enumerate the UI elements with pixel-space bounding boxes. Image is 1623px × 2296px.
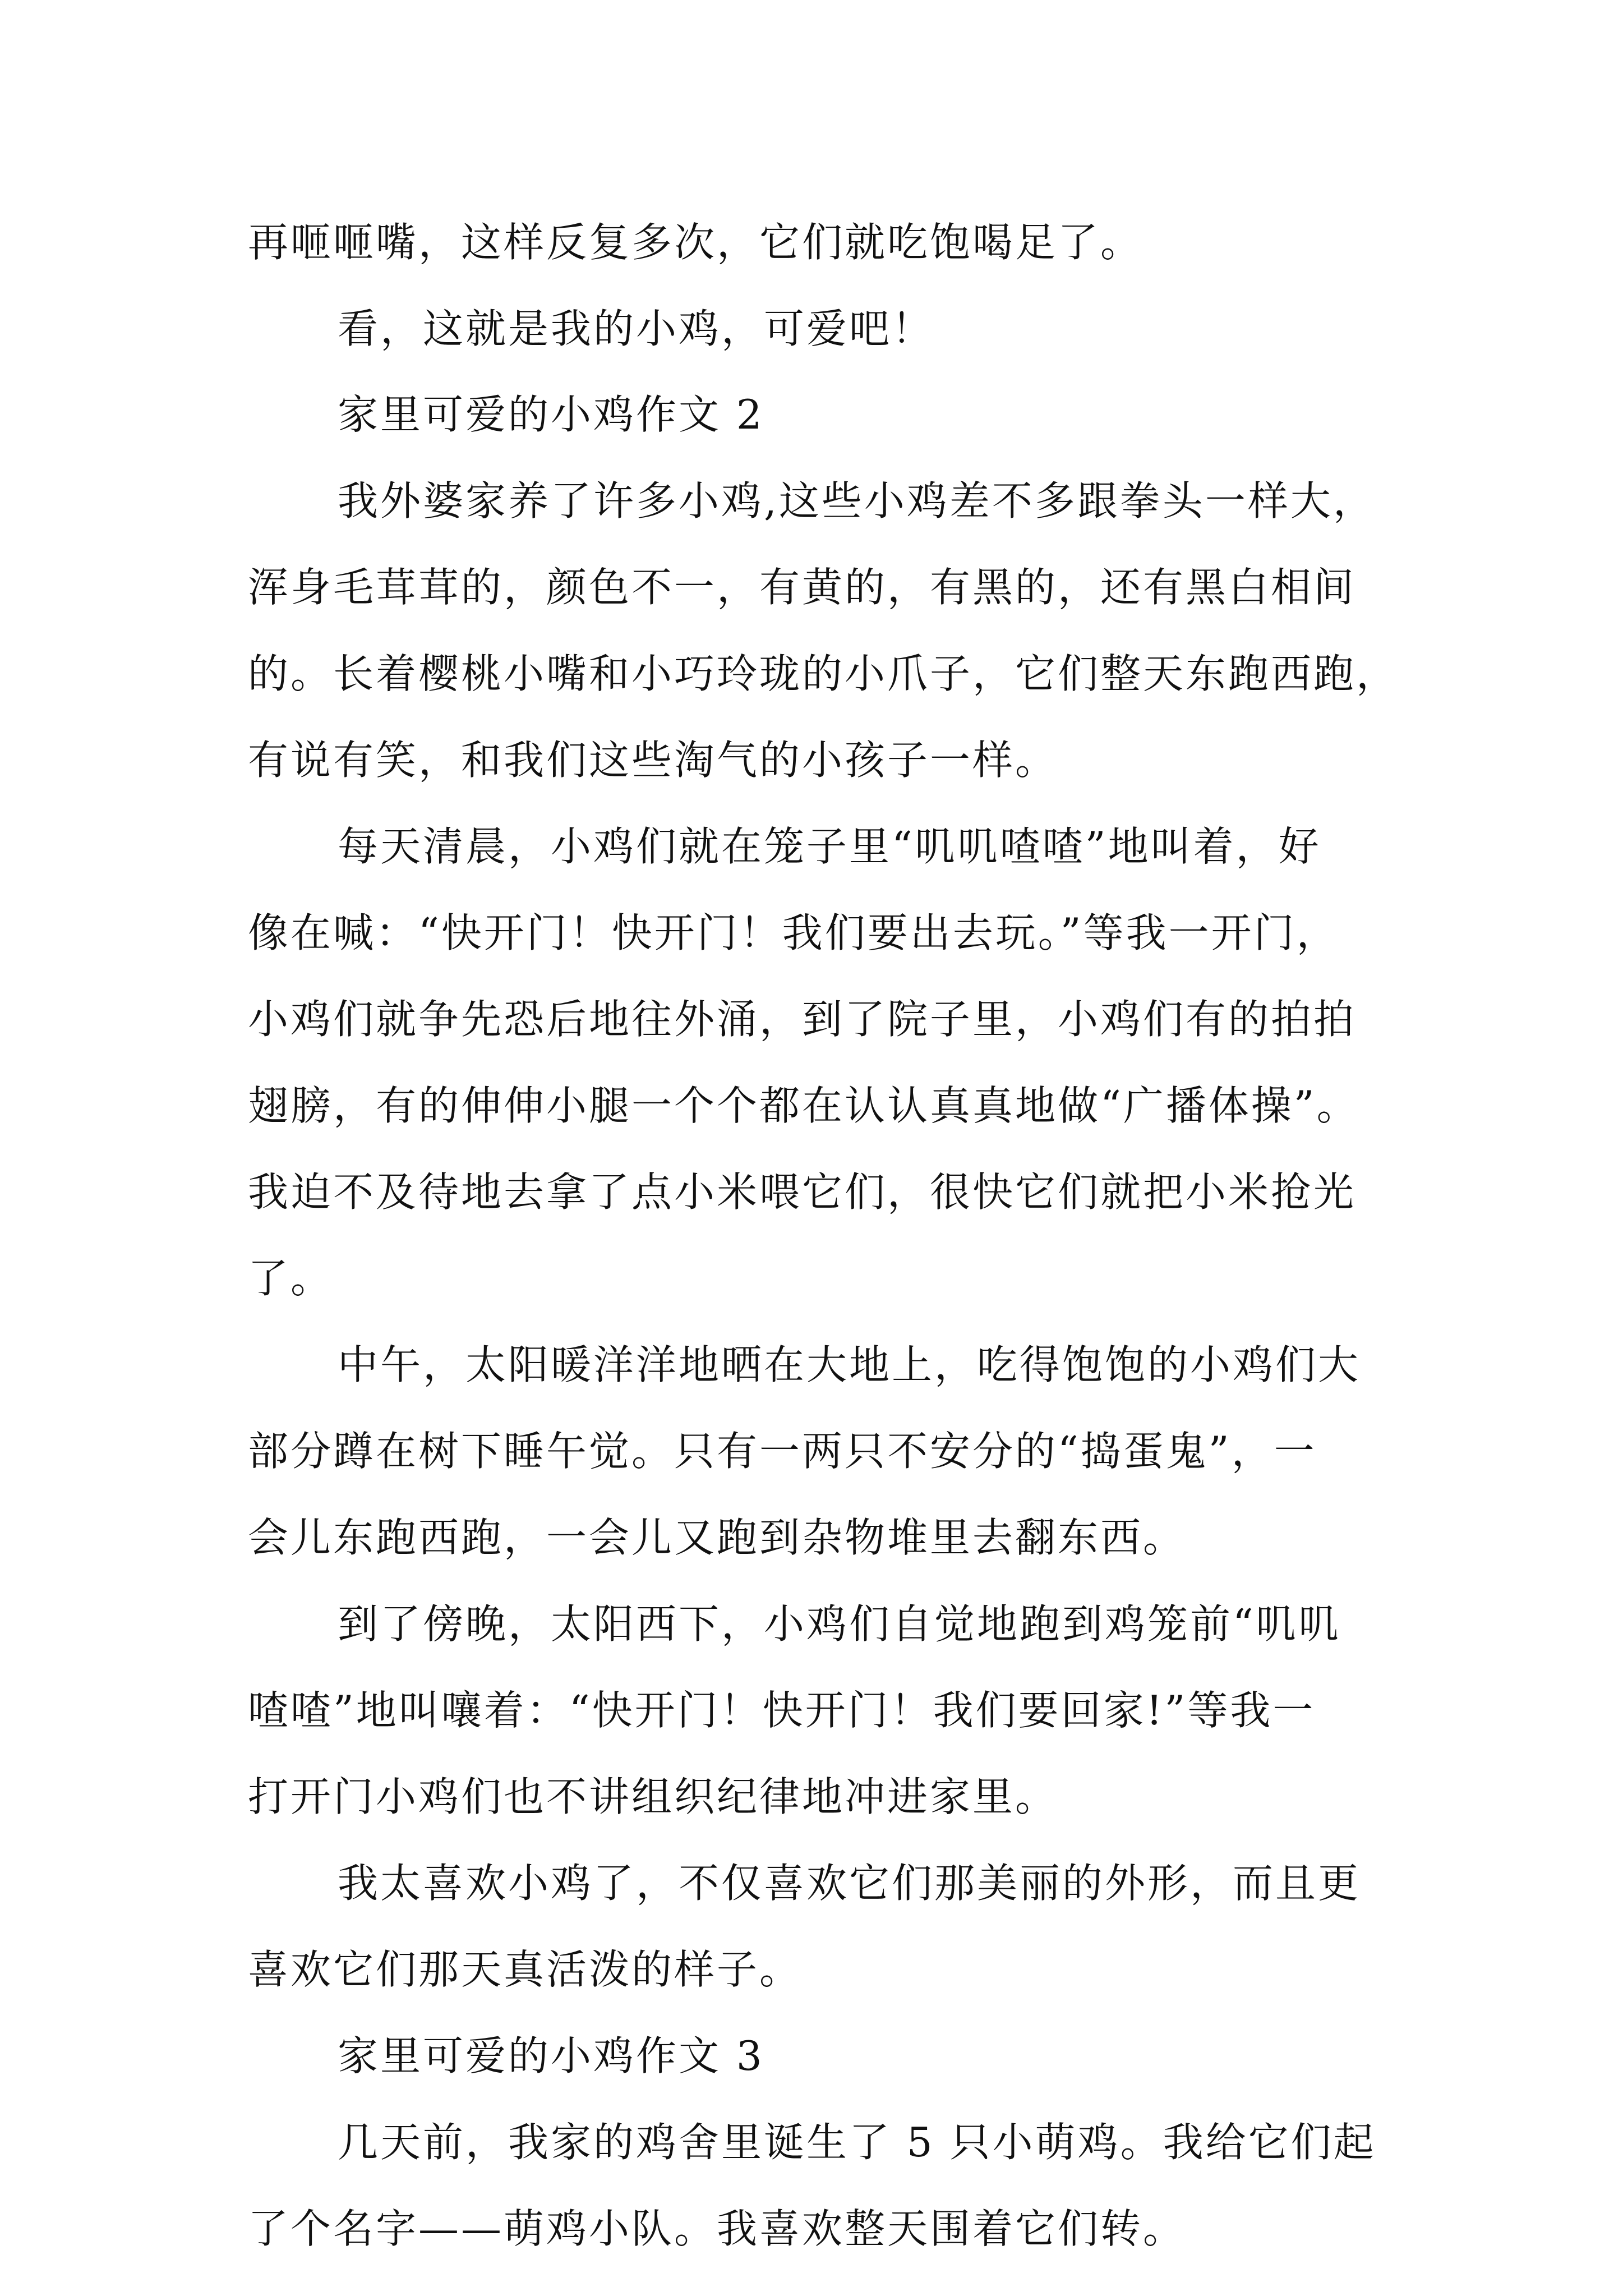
text-line: 到了傍晚，太阳西下，小鸡们自觉地跑到鸡笼前“叽叽: [338, 1600, 1341, 1648]
text-line: 浑身毛茸茸的，颜色不一，有黄的，有黑的，还有黑白相间: [248, 564, 1357, 611]
text-line: 会儿东跑西跑，一会儿又跑到杂物堆里去翻东西。: [248, 1514, 1186, 1561]
text-line: 像在喊：“快开门！快开门！我们要出去玩。”等我一开门，: [248, 909, 1339, 956]
text-line: 每天清晨，小鸡们就在笼子里“叽叽喳喳”地叫着，好: [338, 823, 1321, 870]
text-line: 我迫不及待地去拿了点小米喂它们，很快它们就把小米抢光: [248, 1168, 1357, 1216]
text-line: 小鸡们就争先恐后地往外涌，到了院子里，小鸡们有的拍拍: [248, 996, 1357, 1043]
section-heading: 家里可爱的小鸡作文 2: [338, 391, 764, 438]
text-line: 我外婆家养了许多小鸡,这些小鸡差不多跟拳头一样大，: [338, 477, 1376, 524]
section-heading: 家里可爱的小鸡作文 3: [338, 2032, 764, 2079]
text-line: 我太喜欢小鸡了，不仅喜欢它们那美丽的外形，而且更: [338, 1860, 1361, 1907]
text-line: 喳喳”地叫嚷着：“快开门！快开门！我们要回家!”等我一: [248, 1687, 1316, 1734]
text-line: 了个名字——萌鸡小队。我喜欢整天围着它们转。: [248, 2205, 1186, 2252]
text-line: 中午，太阳暖洋洋地晒在大地上，吃得饱饱的小鸡们大: [338, 1341, 1361, 1388]
text-line: 的。长着樱桃小嘴和小巧玲珑的小爪子，它们整天东跑西跑，: [248, 650, 1399, 697]
text-line: 部分蹲在树下睡午觉。只有一两只不安分的“捣蛋鬼”，一: [248, 1428, 1317, 1475]
text-line: 有说有笑，和我们这些淘气的小孩子一样。: [248, 737, 1058, 784]
text-line: 翅膀，有的伸伸小腿一个个都在认认真真地做“广播体操”。: [248, 1082, 1359, 1129]
text-line: 喜欢它们那天真活泼的样子。: [248, 1946, 803, 1993]
text-line: 再咂咂嘴，这样反复多次，它们就吃饱喝足了。: [248, 219, 1144, 266]
text-line: 看，这就是我的小鸡，可爱吧！: [338, 305, 935, 352]
text-line: 了。: [248, 1255, 334, 1302]
text-line: 打开门小鸡们也不讲组织纪律地冲进家里。: [248, 1773, 1058, 1820]
text-line: 几天前，我家的鸡舍里诞生了 5 只小萌鸡。我给它们起: [338, 2119, 1376, 2166]
